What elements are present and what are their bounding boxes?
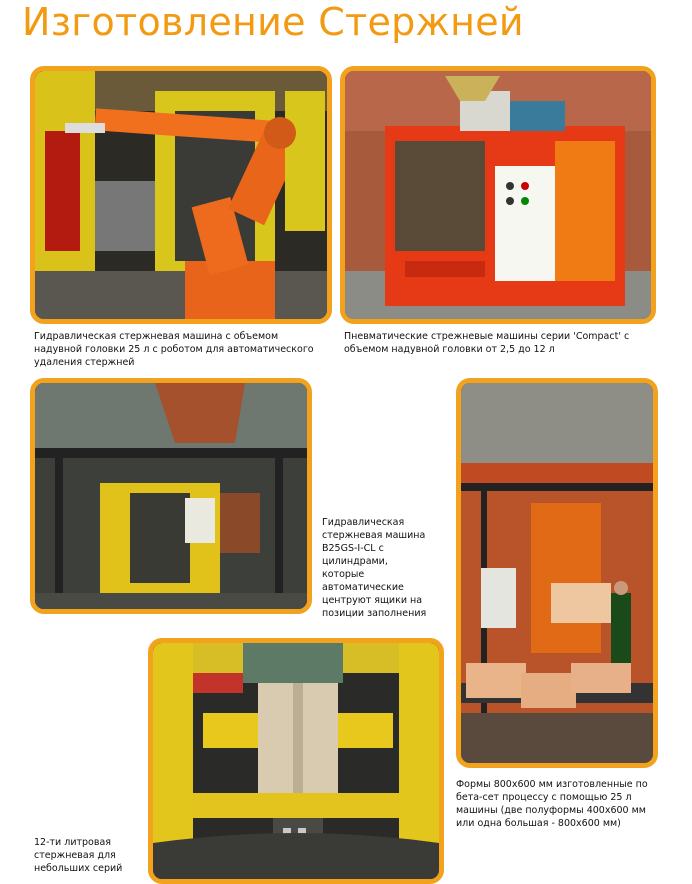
photo-b25gs-machine — [30, 378, 312, 614]
compact-image — [345, 71, 651, 319]
b25gs-image — [35, 383, 307, 609]
photo-small-machine — [148, 638, 444, 884]
photo-compact-machines — [340, 66, 656, 324]
robot-image — [35, 71, 327, 319]
caption-robot: Гидравлическая стержневая машина с объемом надувной головки 25 л с роботом для автоматического удаления стержней — [34, 331, 314, 368]
caption-moulds: Формы 800x600 мм изготовленные по бета-сет процессу с помощью 25 л машины (две полуформы 400x600 мм или одна большая - 800x600 мм) — [456, 779, 648, 829]
caption-b25gs: Гидравлическая стержневая машина B25GS-I-CL с цилиндрами, которые автоматические центруют ящики на позиции заполнения — [322, 517, 427, 619]
photo-moulds — [456, 378, 658, 768]
caption-small-machine: 12-ти литровая стержневая для небольших серий — [34, 837, 123, 874]
page-title: Изготовление Стержней — [22, 0, 524, 44]
moulds-image — [461, 383, 653, 763]
small-machine-image — [153, 643, 439, 879]
caption-compact: Пневматические стрежневые машины серии 'Compact' с объемом надувной головки от 2,5 до 12 л — [344, 331, 630, 355]
photo-robot-core-machine — [30, 66, 332, 324]
